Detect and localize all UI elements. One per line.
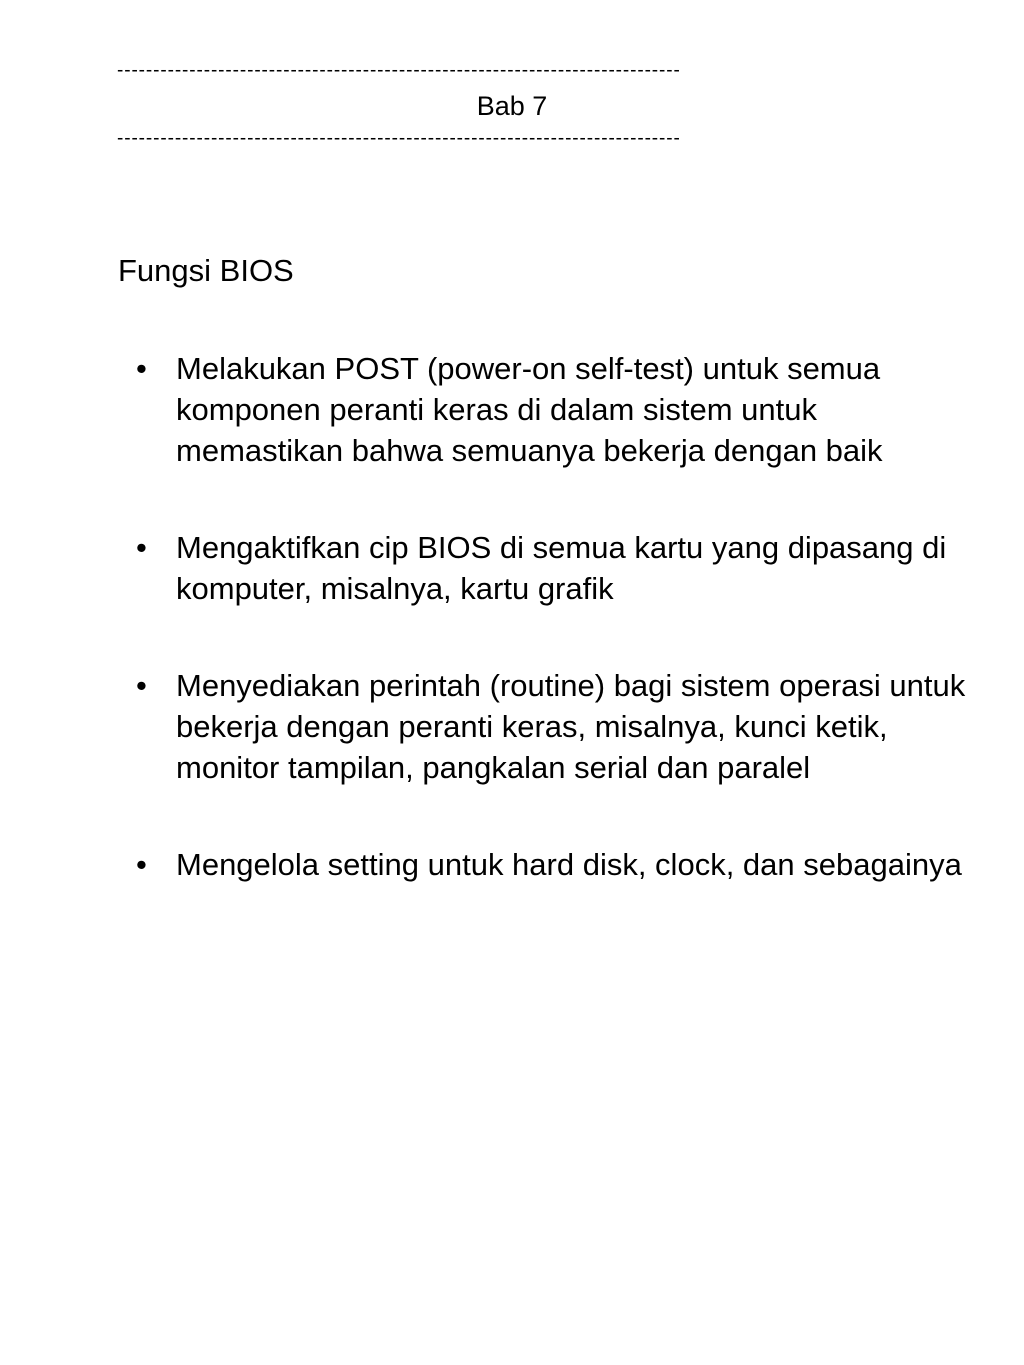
bullet-icon: •: [136, 668, 147, 703]
bullet-icon: •: [136, 847, 147, 882]
header-rule-bottom: ------------------------------------------------------------------------------: [117, 128, 681, 149]
bullet-icon: •: [136, 351, 147, 386]
list-item-text: Menyediakan perintah (routine) bagi sistem operasi untuk bekerja dengan peranti keras, misalnya, kunci ketik, monitor tampilan, pangkalan serial dan paralel: [176, 668, 966, 785]
list-item: [136, 348, 966, 471]
list-item-text: Melakukan POST (power-on self-test) untuk semua komponen peranti keras di dalam sistem untuk memastikan bahwa semuanya bekerja dengan baik: [176, 351, 883, 468]
chapter-title: Bab 7: [476, 91, 548, 121]
list-item-text: Mengaktifkan cip BIOS di semua kartu yang dipasang di komputer, misalnya, kartu grafik: [176, 530, 947, 606]
section-title: Fungsi BIOS: [118, 253, 294, 288]
list-item-text: Mengelola setting untuk hard disk, clock, dan sebagainya: [176, 847, 962, 882]
chapter-header: [0, 58, 1024, 152]
list-item: [136, 527, 966, 609]
list-item: [136, 844, 966, 885]
list-item: [136, 665, 966, 788]
bullet-list: [136, 348, 966, 941]
header-rule-top: ------------------------------------------------------------------------------: [117, 60, 681, 81]
bullet-icon: •: [136, 530, 147, 565]
